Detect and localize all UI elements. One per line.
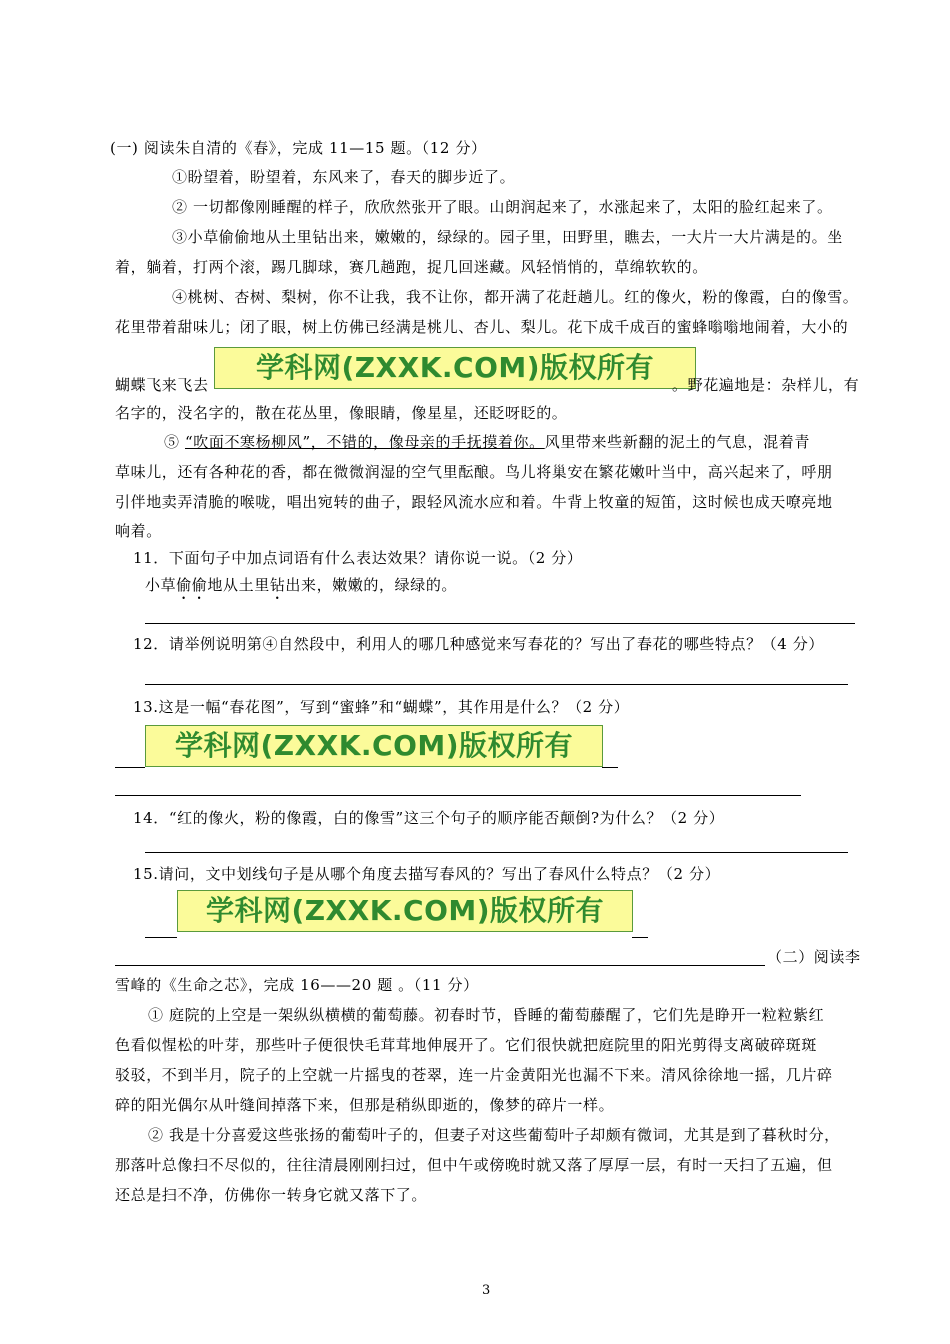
answer-line-15a-right bbox=[632, 937, 648, 938]
s2-paragraph-1-line-2: 色看似惺松的叶芽，那些叶子便很快毛茸茸地伸展开了。它们很快就把庭院里的阳光剪得支离破碎斑斑 bbox=[115, 1036, 818, 1054]
paragraph-5-number: ⑤ bbox=[164, 433, 180, 451]
question-12: 12．请举例说明第④自然段中，利用人的哪几种感觉来写春花的？写出了春花的哪些特点？（4 分） bbox=[133, 635, 825, 653]
answer-line-11 bbox=[145, 623, 855, 624]
watermark-3: 学科网(ZXXK.COM)版权所有 bbox=[177, 890, 633, 932]
s2-paragraph-2-line-3: 还总是扫不净，仿佛你一转身它就又落下了。 bbox=[115, 1186, 428, 1204]
answer-line-14 bbox=[145, 852, 848, 853]
question-11: 11．下面句子中加点词语有什么表达效果？请你说一说。（2 分） bbox=[133, 549, 583, 567]
question-13: 13.这是一幅“春花图”，写到“蜜蜂”和“蝴蝶”，其作用是什么？（2 分） bbox=[133, 698, 630, 716]
q11-text-c: 出来，嫩嫩的，绿绿的。 bbox=[285, 576, 458, 594]
answer-line-15b bbox=[115, 965, 765, 966]
paragraph-4-line-3b: 。野花遍地是：杂样儿，有 bbox=[672, 376, 860, 394]
underlined-sentence: “吹面不寒杨柳风”，不错的，像母亲的手抚摸着你。 bbox=[184, 433, 545, 451]
section2-heading-line-1: （二）阅读李 bbox=[767, 948, 861, 966]
answer-line-13b bbox=[115, 795, 801, 796]
paragraph-3-line-2: 着，躺着，打两个滚，踢几脚球，赛几趟跑，捉几回迷藏。风轻悄悄的，草绵软软的。 bbox=[115, 258, 708, 276]
q11-dotted-word-1: 偷偷 bbox=[176, 576, 208, 594]
paragraph-5-rest: 风里带来些新翻的泥土的气息，混着青 bbox=[544, 433, 810, 451]
paragraph-2: ② 一切都像刚睡醒的样子，欣欣然张开了眼。山朗润起来了，水涨起来了，太阳的脸红起来了。 bbox=[172, 198, 833, 216]
paragraph-3-line-1: ③小草偷偷地从土里钻出来，嫩嫩的，绿绿的。园子里，田野里，瞧去，一大片一大片满是的。坐 bbox=[172, 228, 843, 246]
question-11-sentence bbox=[145, 575, 457, 603]
answer-line-13a-left bbox=[115, 767, 145, 768]
section1-heading: (一) 阅读朱自清的《春》，完成 11—15 题。（12 分） bbox=[110, 139, 487, 157]
s2-paragraph-2-line-2: 那落叶总像扫不尽似的，往往清晨刚刚扫过，但中午或傍晚时就又落了厚厚一层，有时一天扫了五遍，但 bbox=[115, 1156, 833, 1174]
watermark-1: 学科网(ZXXK.COM)版权所有 bbox=[214, 347, 696, 389]
watermark-2: 学科网(ZXXK.COM)版权所有 bbox=[145, 725, 603, 767]
paragraph-4-line-4: 名字的，没名字的，散在花丛里，像眼睛，像星星，还眨呀眨的。 bbox=[115, 404, 568, 422]
q11-text-a: 小草 bbox=[145, 576, 177, 594]
paragraph-5-line-3: 引伴地卖弄清脆的喉咙，唱出宛转的曲子，跟轻风流水应和着。牛背上牧童的短笛，这时候也成天嘹亮地 bbox=[115, 493, 833, 511]
answer-line-12 bbox=[145, 684, 848, 685]
s2-paragraph-1-line-3: 驳驳，不到半月，院子的上空就一片摇曳的苍翠，连一片金黄阳光也漏不下来。清风徐徐地一摇，几片碎 bbox=[115, 1066, 833, 1084]
q11-dotted-word-2: 钻 bbox=[269, 576, 286, 594]
answer-line-13a-right bbox=[602, 767, 618, 768]
paragraph-5-line-4: 响着。 bbox=[115, 522, 162, 540]
section2-heading-line-2: 雪峰的《生命之芯》，完成 16——20 题 。（11 分） bbox=[115, 976, 479, 994]
paragraph-1: ①盼望着，盼望着，东风来了，春天的脚步近了。 bbox=[172, 168, 516, 186]
answer-line-15a-left bbox=[145, 937, 177, 938]
q11-text-b: 地从土里 bbox=[207, 576, 270, 594]
s2-paragraph-2-line-1: ② 我是十分喜爱这些张扬的葡萄叶子的，但妻子对这些葡萄叶子却颇有微词，尤其是到了暮秋时分， bbox=[148, 1126, 840, 1144]
page-number: 3 bbox=[482, 1283, 491, 1298]
paragraph-4-line-1: ④桃树、杏树、梨树，你不让我，我不让你，都开满了花赶趟儿。红的像火，粉的像霞，白的像雪。 bbox=[172, 288, 859, 306]
question-15: 15.请问，文中划线句子是从哪个角度去描写春风的？写出了春风什么特点？（2 分） bbox=[133, 865, 721, 883]
paragraph-5-line-1 bbox=[164, 432, 810, 452]
paragraph-4-line-3a: 蝴蝶飞来飞去 bbox=[115, 376, 209, 394]
s2-paragraph-1-line-1: ① 庭院的上空是一架纵纵横横的葡萄藤。初春时节，昏睡的葡萄藤醒了，它们先是睁开一粒粒紫红 bbox=[148, 1006, 825, 1024]
question-14: 14．“红的像火，粉的像霞，白的像雪”这三个句子的顺序能否颠倒?为什么？（2 分） bbox=[133, 809, 725, 827]
s2-paragraph-1-line-4: 碎的阳光偶尔从叶缝间掉落下来，但那是稍纵即逝的，像梦的碎片一样。 bbox=[115, 1096, 615, 1114]
paragraph-4-line-2: 花里带着甜味儿；闭了眼，树上仿佛已经满是桃儿、杏儿、梨儿。花下成千成百的蜜蜂嗡嗡地闹着，大小的 bbox=[115, 318, 849, 336]
paragraph-5-line-2: 草味儿，还有各种花的香，都在微微润湿的空气里酝酿。鸟儿将巢安在繁花嫩叶当中，高兴起来了，呼朋 bbox=[115, 463, 833, 481]
